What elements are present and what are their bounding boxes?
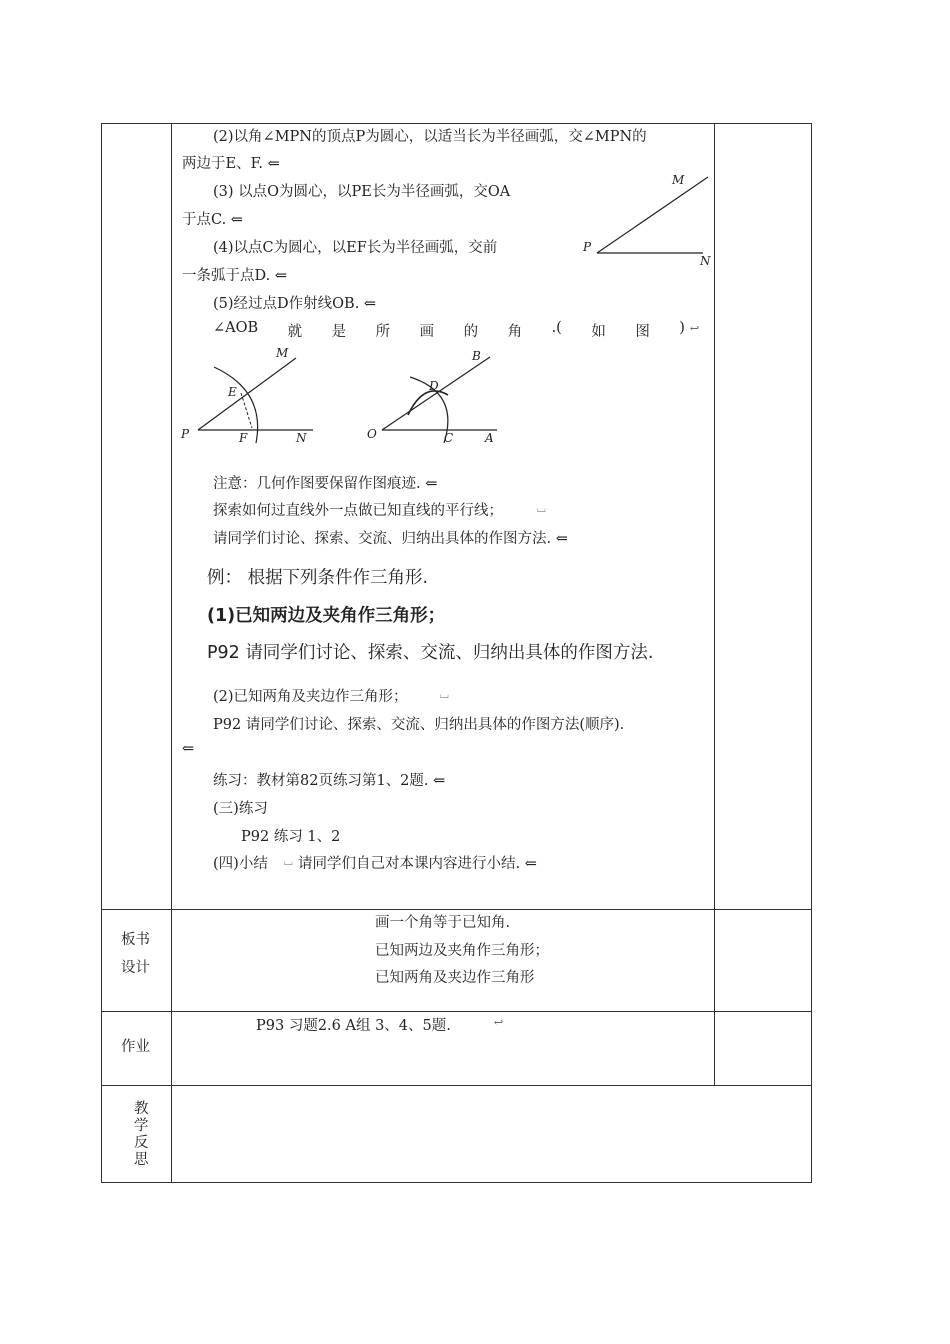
item-2-tail: ⇐ bbox=[182, 741, 195, 757]
conclusion-line bbox=[213, 320, 685, 341]
homework-label: 作业 bbox=[121, 1039, 150, 1055]
arc-ef bbox=[214, 367, 258, 443]
row-divider-homework bbox=[101, 1011, 812, 1012]
step2-line1: (2)以角∠MPN的顶点P为圆心，以适当长为半径画弧，交∠MPN的 bbox=[213, 129, 647, 145]
reflection-char: 反 bbox=[134, 1135, 149, 1151]
figure-angle-mpn bbox=[575, 165, 715, 270]
explore: 探索如何过直线外一点做已知直线的平行线； bbox=[213, 503, 503, 519]
section-3: (三)练习 bbox=[213, 801, 268, 817]
label-d: D bbox=[429, 379, 439, 393]
paragraph-mark-icon: ↩ bbox=[690, 322, 700, 335]
label-p: P bbox=[181, 427, 190, 441]
figure-construction-left bbox=[178, 343, 323, 448]
arc-from-c bbox=[408, 391, 448, 415]
step4-line2: 一条弧于点D. ⇐ bbox=[182, 268, 287, 284]
conclusion-word: 是 bbox=[331, 324, 347, 340]
label-b: B bbox=[472, 349, 481, 363]
ray-ob bbox=[382, 357, 490, 430]
conclusion-word: .( bbox=[551, 320, 562, 336]
reflection-char: 学 bbox=[134, 1118, 149, 1134]
conclusion-word: 的 bbox=[463, 324, 479, 340]
conclusion-word: 就 bbox=[287, 324, 303, 340]
row-divider-reflection bbox=[101, 1085, 812, 1086]
conclusion-word: ) bbox=[679, 320, 685, 336]
example-title: 例： 根据下列条件作三角形. bbox=[207, 568, 429, 588]
space-mark-icon: ⌴ bbox=[284, 855, 293, 868]
board-line-1: 画一个角等于已知角. bbox=[375, 915, 511, 931]
label-o: O bbox=[367, 427, 377, 441]
conclusion-word: ∠AOB bbox=[213, 320, 259, 336]
conclusion-word: 如 bbox=[591, 324, 606, 340]
label-n: N bbox=[296, 431, 307, 445]
section-4: (四)小结 bbox=[213, 856, 268, 872]
label-m: M bbox=[276, 346, 289, 360]
discuss: 请同学们讨论、探索、交流、归纳出具体的作图方法. ⇐ bbox=[213, 531, 568, 547]
board-label-1: 板书 bbox=[121, 932, 150, 948]
label-f: F bbox=[239, 431, 248, 445]
item-2: (2)已知两角及夹边作三角形； bbox=[213, 689, 408, 705]
board-line-2: 已知两边及夹角作三角形； bbox=[375, 943, 549, 959]
step4-line1: (4)以点C为圆心，以EF长为半径画弧，交前 bbox=[213, 240, 498, 256]
table-border-bottom bbox=[101, 1182, 812, 1183]
step2-line2: 两边于E、F. ⇐ bbox=[182, 156, 280, 172]
reflection-label bbox=[134, 1101, 150, 1169]
step3-line1: (3) 以点O为圆心，以PE长为半径画弧，交OA bbox=[213, 184, 511, 200]
board-label-2: 设计 bbox=[121, 960, 150, 976]
figure-construction-right bbox=[362, 343, 512, 448]
step5: (5)经过点D作射线OB. ⇐ bbox=[213, 296, 377, 312]
step3-line2: 于点C. ⇐ bbox=[182, 212, 243, 228]
label-a: A bbox=[485, 431, 494, 445]
item-2-p92: P92 请同学们讨论、探索、交流、归纳出具体的作图方法(顺序). bbox=[213, 717, 625, 733]
label-n: N bbox=[700, 254, 711, 268]
section-4-text: 请同学们自己对本课内容进行小结. ⇐ bbox=[298, 856, 537, 872]
conclusion-word: 图 bbox=[635, 324, 650, 340]
homework-text: P93 习题2.6 A组 3、4、5题. bbox=[256, 1018, 451, 1034]
ray-pm bbox=[597, 177, 708, 253]
row-divider-board bbox=[101, 909, 812, 910]
label-m: M bbox=[672, 173, 685, 187]
example-item-1: (1)已知两边及夹角作三角形； bbox=[207, 606, 446, 626]
table-border-top bbox=[101, 123, 812, 124]
table-border-right bbox=[811, 123, 812, 1183]
paragraph-mark-icon: ↩ bbox=[494, 1016, 504, 1029]
reflection-char: 思 bbox=[134, 1152, 149, 1168]
section-3-p92: P92 练习 1、2 bbox=[241, 829, 341, 845]
label-e: E bbox=[228, 385, 237, 399]
label-c: C bbox=[444, 431, 454, 445]
conclusion-word: 角 bbox=[507, 324, 523, 340]
exercise: 练习：教材第82页练习第1、2题. ⇐ bbox=[213, 773, 446, 789]
space-mark-icon: ⌴ bbox=[537, 502, 546, 515]
column-divider-left bbox=[171, 123, 172, 1183]
table-border-left bbox=[101, 123, 102, 1183]
reflection-char: 教 bbox=[134, 1101, 149, 1117]
ray-pm bbox=[198, 358, 296, 430]
space-mark-icon: ⌴ bbox=[440, 688, 449, 701]
example-p92: P92 请同学们讨论、探索、交流、归纳出具体的作图方法. bbox=[207, 643, 654, 663]
conclusion-word: 所 bbox=[375, 324, 391, 340]
label-p: P bbox=[583, 240, 592, 254]
conclusion-word: 画 bbox=[419, 324, 435, 340]
board-line-3: 已知两角及夹边作三角形 bbox=[375, 970, 535, 986]
note: 注意：几何作图要保留作图痕迹. ⇐ bbox=[213, 476, 438, 492]
